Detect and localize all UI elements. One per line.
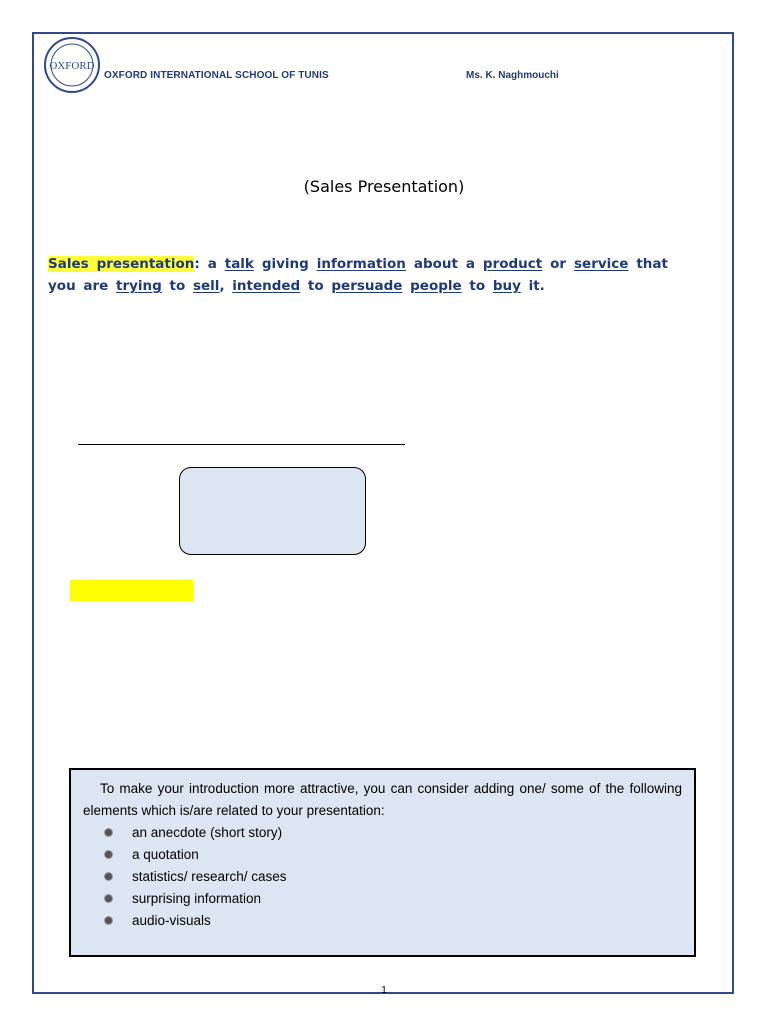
- school-logo: [43, 36, 101, 94]
- definition-text: [402, 278, 410, 294]
- tip-intro: To make your introduction more attractive, you can consider adding one/ some of the following elements which is/are related to your presentation:: [83, 781, 682, 818]
- tip-item-text: surprising information: [132, 891, 262, 906]
- definition-text: to: [300, 278, 332, 294]
- definition-text: giving: [253, 256, 317, 272]
- highlight-bar: [70, 580, 193, 601]
- tip-item: [105, 910, 682, 932]
- definition-text: it.: [520, 278, 545, 294]
- definition-keyword: talk: [224, 256, 254, 272]
- answer-line: [78, 444, 405, 445]
- school-name: OXFORD INTERNATIONAL SCHOOL OF TUNIS: [104, 70, 329, 81]
- definition-keyword: service: [574, 256, 629, 272]
- definition-keyword: intended: [232, 278, 301, 294]
- bullet-icon: [105, 851, 112, 858]
- definition-text: : a: [194, 256, 225, 272]
- definition-keyword: product: [482, 256, 543, 272]
- definition-text: to: [161, 278, 193, 294]
- logo-text: OXFORD: [49, 60, 95, 72]
- blank-rounded-box: [179, 467, 366, 555]
- definition-keyword: people: [410, 278, 462, 294]
- page-title: (Sales Presentation): [303, 177, 465, 196]
- definition-term: Sales presentation: [48, 256, 195, 272]
- bullet-icon: [105, 917, 112, 924]
- definition-text: about a: [405, 256, 483, 272]
- definition-keyword: information: [316, 256, 406, 272]
- tip-list: [83, 822, 682, 932]
- tip-item: [105, 822, 682, 844]
- tip-item: [105, 844, 682, 866]
- definition-text: that you are: [48, 256, 668, 294]
- bullet-icon: [105, 873, 112, 880]
- definition-keyword: sell: [192, 278, 220, 294]
- definition-keyword: persuade: [331, 278, 403, 294]
- definition-text: to: [461, 278, 493, 294]
- definition-keyword: buy: [492, 278, 521, 294]
- bullet-icon: [105, 829, 112, 836]
- tip-item-text: a quotation: [132, 847, 199, 862]
- definition-keyword: trying: [116, 278, 162, 294]
- definition-paragraph: [48, 253, 668, 297]
- bullet-icon: [105, 895, 112, 902]
- tip-item-text: an anecdote (short story): [132, 825, 283, 840]
- tip-item: [105, 866, 682, 888]
- tip-item-text: audio-visuals: [132, 913, 211, 928]
- tip-box: [69, 768, 696, 957]
- tip-item-text: statistics/ research/ cases: [132, 869, 287, 884]
- tip-item: [105, 888, 682, 910]
- teacher-name: Ms. K. Naghmouchi: [466, 70, 559, 81]
- page-number: 1: [381, 985, 387, 996]
- definition-text: or: [542, 256, 574, 272]
- definition-text: ,: [219, 278, 233, 294]
